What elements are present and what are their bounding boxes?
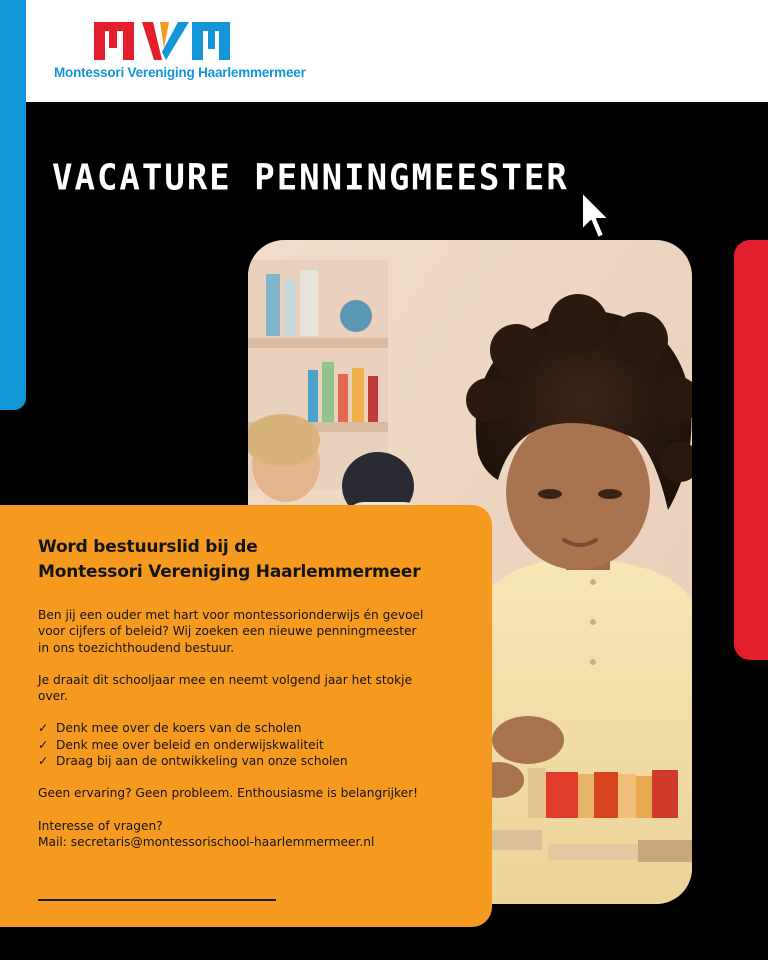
term-paragraph: [38, 672, 468, 705]
checklist-item: [38, 753, 468, 769]
experience-note: Geen ervaring? Geen probleem. Enthousiasme is belangrijker!: [38, 786, 419, 801]
card-heading-line1: Word bestuurslid bij de: [38, 537, 258, 557]
card-heading-line2: Montessori Vereniging Haarlemmermeer: [38, 562, 421, 582]
checkmark-icon: ✓: [38, 737, 49, 752]
task-checklist: [38, 720, 468, 769]
mvh-logo-letters: [92, 18, 232, 62]
red-accent-bar: [734, 240, 768, 660]
logo-letter-v: [142, 22, 189, 60]
mvh-logo[interactable]: [54, 18, 306, 86]
blue-accent-bar: [0, 0, 26, 410]
header-bar: [0, 0, 768, 102]
intro-line: Ben jij een ouder met hart voor montessorionderwijs én gevoel: [38, 608, 424, 622]
checklist-item-text: Draag bij aan de ontwikkeling van onze scholen: [56, 754, 348, 769]
contact-prompt: Interesse of vragen?: [38, 818, 163, 833]
intro-line: in ons toezichthoudend bestuur.: [38, 640, 235, 655]
term-line: over.: [38, 689, 68, 704]
intro-paragraph: [38, 607, 468, 656]
term-line: Je draait dit schooljaar mee en neemt volgend jaar het stokje: [38, 672, 413, 687]
checkmark-icon: ✓: [38, 754, 49, 769]
page-title: VACATURE PENNINGMEESTER: [52, 157, 569, 199]
logo-letter-h: [192, 22, 230, 60]
contact-email[interactable]: Mail: secretaris@montessorischool-haarlemmermeer.nl: [38, 834, 375, 849]
logo-letter-m: [94, 22, 134, 60]
divider-line: [38, 899, 276, 901]
intro-line: voor cijfers of beleid? Wij zoeken een nieuwe penningmeester: [38, 624, 417, 639]
info-card: [0, 505, 492, 927]
card-heading: [38, 535, 468, 585]
checklist-item-text: Denk mee over de koers van de scholen: [56, 721, 302, 736]
contact-block: [38, 818, 468, 851]
checklist-item-text: Denk mee over beleid en onderwijskwaliteit: [56, 737, 324, 752]
mouse-pointer-icon: [580, 190, 614, 244]
logo-caption: Montessori Vereniging Haarlemmermeer: [54, 65, 306, 80]
checkmark-icon: ✓: [38, 721, 49, 736]
card-body: [38, 607, 468, 850]
checklist-item: [38, 737, 468, 753]
checklist-item: [38, 720, 468, 736]
